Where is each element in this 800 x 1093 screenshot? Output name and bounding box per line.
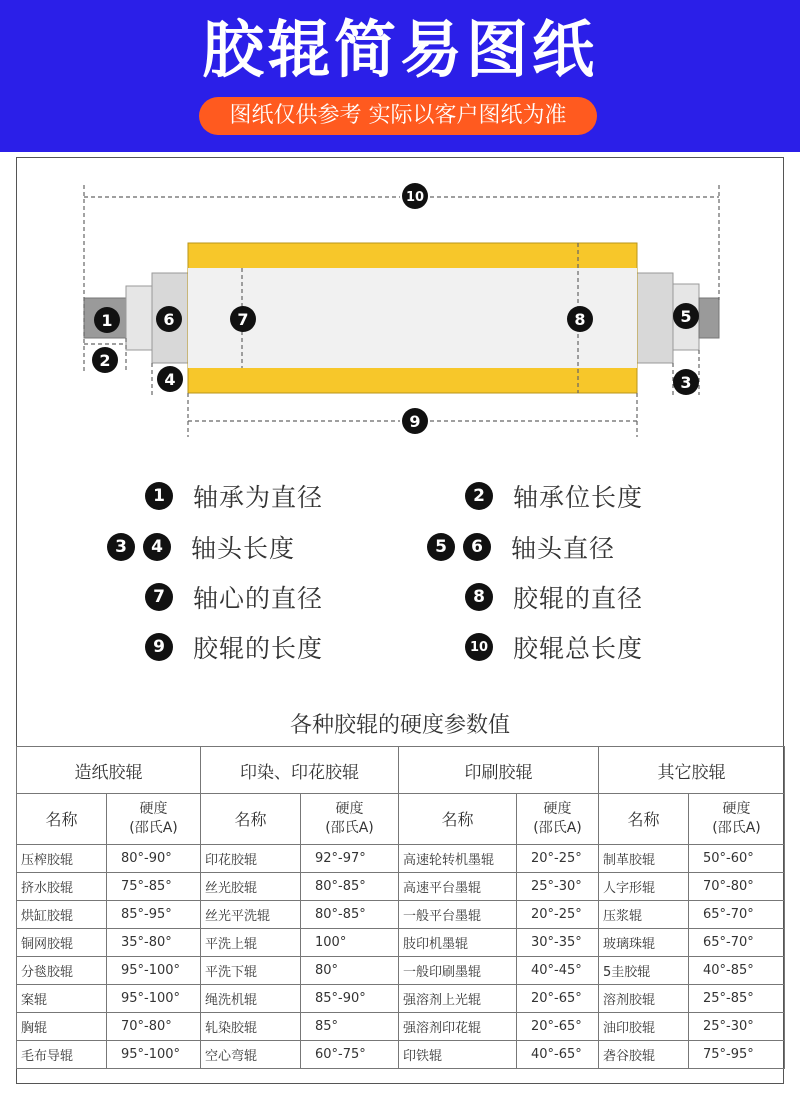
table-body <box>17 845 785 1069</box>
roller-name-cell: 玻璃珠辊 <box>599 929 689 957</box>
table-row <box>17 873 785 901</box>
shaft-right-end <box>699 298 719 338</box>
roller-name-cell: 分毯胶辊 <box>17 957 107 985</box>
hardness-cell: 75°-95° <box>689 1041 785 1069</box>
legend-item-8-label: 胶辊的直径 <box>513 584 644 613</box>
hardness-cell: 20°-25° <box>517 845 599 873</box>
callout-10 <box>402 183 428 209</box>
callout-5 <box>673 303 699 329</box>
number-8-icon: 8 <box>465 583 493 611</box>
hardness-cell: 30°-35° <box>517 929 599 957</box>
hardness-cell: 20°-25° <box>517 901 599 929</box>
column-header-hardness: 硬度 (邵氏A) <box>689 794 785 845</box>
roller-diagram <box>0 0 800 450</box>
hardness-cell: 80°-85° <box>301 873 399 901</box>
hardness-table <box>16 746 785 1069</box>
roller-name-cell: 压榨胶辊 <box>17 845 107 873</box>
roller-name-cell: 印花胶辊 <box>201 845 301 873</box>
column-header-name: 名称 <box>201 794 301 845</box>
roller-name-cell: 丝光胶辊 <box>201 873 301 901</box>
roller-name-cell: 印铁辊 <box>399 1041 517 1069</box>
hardness-cell: 25°-85° <box>689 985 785 1013</box>
hardness-cell: 35°-80° <box>107 929 201 957</box>
callout-2-label: 2 <box>99 351 111 370</box>
callout-4 <box>157 366 183 392</box>
callout-3 <box>673 369 699 395</box>
hardness-cell: 65°-70° <box>689 901 785 929</box>
number-1-icon: 1 <box>145 482 173 510</box>
number-4-icon: 4 <box>143 533 171 561</box>
group-header-printing: 印刷胶辊 <box>399 747 599 794</box>
legend-item-7-label: 轴心的直径 <box>193 584 324 613</box>
legend-item-10-label: 胶辊总长度 <box>513 634 644 663</box>
table-title: 各种胶辊的硬度参数值 <box>289 713 510 738</box>
column-header-name: 名称 <box>599 794 689 845</box>
legend-item-5-6-label: 轴头直径 <box>511 534 616 563</box>
hardness-cell: 40°-65° <box>517 1041 599 1069</box>
callout-1 <box>94 307 120 333</box>
table-row <box>17 957 785 985</box>
roller-name-cell: 高速轮转机墨辊 <box>399 845 517 873</box>
hardness-cell: 92°-97° <box>301 845 399 873</box>
legend-item-1-label: 轴承为直径 <box>193 483 324 512</box>
hardness-cell: 100° <box>301 929 399 957</box>
legend-item-3-4-label: 轴头长度 <box>191 534 296 563</box>
roller-name-cell: 溶剂胶辊 <box>599 985 689 1013</box>
table-row <box>17 845 785 873</box>
callout-10-label: 10 <box>405 190 425 205</box>
callout-3-label: 3 <box>680 373 692 392</box>
hardness-cell: 75°-85° <box>107 873 201 901</box>
roller-name-cell: 压浆辊 <box>599 901 689 929</box>
hardness-cell: 25°-30° <box>689 1013 785 1041</box>
table-row <box>17 929 785 957</box>
roller-name-cell: 肢印机墨辊 <box>399 929 517 957</box>
roller-name-cell: 油印胶辊 <box>599 1013 689 1041</box>
roller-name-cell: 绳洗机辊 <box>201 985 301 1013</box>
callout-9 <box>402 408 428 434</box>
hardness-cell: 40°-45° <box>517 957 599 985</box>
hardness-cell: 50°-60° <box>689 845 785 873</box>
roller-name-cell: 5圭胶辊 <box>599 957 689 985</box>
column-header-hardness: 硬度 (邵氏A) <box>517 794 599 845</box>
number-2-icon: 2 <box>465 482 493 510</box>
legend-item-10 <box>465 630 643 664</box>
roller-name-cell: 挤水胶辊 <box>17 873 107 901</box>
roller-name-cell: 毛布导辊 <box>17 1041 107 1069</box>
group-header-papermaking: 造纸胶辊 <box>17 747 201 794</box>
callout-6-label: 6 <box>163 310 175 329</box>
roller-name-cell: 平洗下辊 <box>201 957 301 985</box>
roller-name-cell: 胸辊 <box>17 1013 107 1041</box>
roller-name-cell: 强溶剂上光辊 <box>399 985 517 1013</box>
shaft-right-collar <box>637 273 673 363</box>
roller-name-cell: 铜网胶辊 <box>17 929 107 957</box>
number-10-icon: 10 <box>465 633 493 661</box>
legend-item-2-label: 轴承位长度 <box>513 483 644 512</box>
number-5-icon: 5 <box>427 533 455 561</box>
callout-6 <box>156 306 182 332</box>
hardness-cell: 60°-75° <box>301 1041 399 1069</box>
callout-8-label: 8 <box>574 310 586 329</box>
page-title: 胶辊简易图纸 <box>201 13 598 86</box>
callout-9-label: 9 <box>409 412 421 431</box>
roller-name-cell: 人字形辊 <box>599 873 689 901</box>
column-header-hardness: 硬度 (邵氏A) <box>107 794 201 845</box>
column-header-hardness: 硬度 (邵氏A) <box>301 794 399 845</box>
roller-name-cell: 制革胶辊 <box>599 845 689 873</box>
hardness-cell: 95°-100° <box>107 1041 201 1069</box>
callout-5-label: 5 <box>680 307 692 326</box>
hardness-cell: 65°-70° <box>689 929 785 957</box>
group-header-dyeing: 印染、印花胶辊 <box>201 747 399 794</box>
callout-4-label: 4 <box>164 370 176 389</box>
legend-item-8 <box>465 580 643 614</box>
hardness-cell: 85°-90° <box>301 985 399 1013</box>
roller-name-cell: 一般印刷墨辊 <box>399 957 517 985</box>
roller-name-cell: 案辊 <box>17 985 107 1013</box>
legend-item-9-label: 胶辊的长度 <box>193 634 324 663</box>
hardness-cell: 85°-95° <box>107 901 201 929</box>
callout-1-label: 1 <box>101 311 113 330</box>
number-3-icon: 3 <box>107 533 135 561</box>
table-row <box>17 985 785 1013</box>
table-row <box>17 1013 785 1041</box>
subtitle-badge: 图纸仅供参考 实际以客户图纸为准 <box>199 97 597 135</box>
column-header-name: 名称 <box>399 794 517 845</box>
legend-item-9 <box>145 630 323 664</box>
hardness-cell: 20°-65° <box>517 985 599 1013</box>
hardness-cell: 85° <box>301 1013 399 1041</box>
roller-name-cell: 平洗上辊 <box>201 929 301 957</box>
hardness-cell: 80°-85° <box>301 901 399 929</box>
roller-name-cell: 丝光平洗辊 <box>201 901 301 929</box>
callout-7-label: 7 <box>237 310 249 329</box>
roller-name-cell: 烘缸胶辊 <box>17 901 107 929</box>
callout-8 <box>567 306 593 332</box>
shaft-left-step <box>126 286 152 350</box>
hardness-cell: 80° <box>301 957 399 985</box>
legend-item-3-4 <box>107 530 295 564</box>
callout-7 <box>230 306 256 332</box>
group-header-other: 其它胶辊 <box>599 747 785 794</box>
legend-item-1 <box>145 479 323 513</box>
legend-item-5-6 <box>427 530 615 564</box>
table-row <box>17 1041 785 1069</box>
roller-name-cell: 砻谷胶辊 <box>599 1041 689 1069</box>
hardness-cell: 95°-100° <box>107 985 201 1013</box>
hardness-cell: 20°-65° <box>517 1013 599 1041</box>
roller-name-cell: 空心弯辊 <box>201 1041 301 1069</box>
legend-item-7 <box>145 580 323 614</box>
hardness-cell: 70°-80° <box>689 873 785 901</box>
hardness-cell: 70°-80° <box>107 1013 201 1041</box>
number-7-icon: 7 <box>145 583 173 611</box>
hardness-cell: 80°-90° <box>107 845 201 873</box>
hardness-cell: 40°-85° <box>689 957 785 985</box>
roller-name-cell: 轧染胶辊 <box>201 1013 301 1041</box>
legend-item-2 <box>465 479 643 513</box>
number-6-icon: 6 <box>463 533 491 561</box>
table-row <box>17 901 785 929</box>
number-9-icon: 9 <box>145 633 173 661</box>
hardness-cell: 95°-100° <box>107 957 201 985</box>
roller-name-cell: 一般平台墨辊 <box>399 901 517 929</box>
roller-name-cell: 强溶剂印花辊 <box>399 1013 517 1041</box>
column-header-name: 名称 <box>17 794 107 845</box>
roller-name-cell: 高速平台墨辊 <box>399 873 517 901</box>
callout-2 <box>92 347 118 373</box>
hardness-cell: 25°-30° <box>517 873 599 901</box>
